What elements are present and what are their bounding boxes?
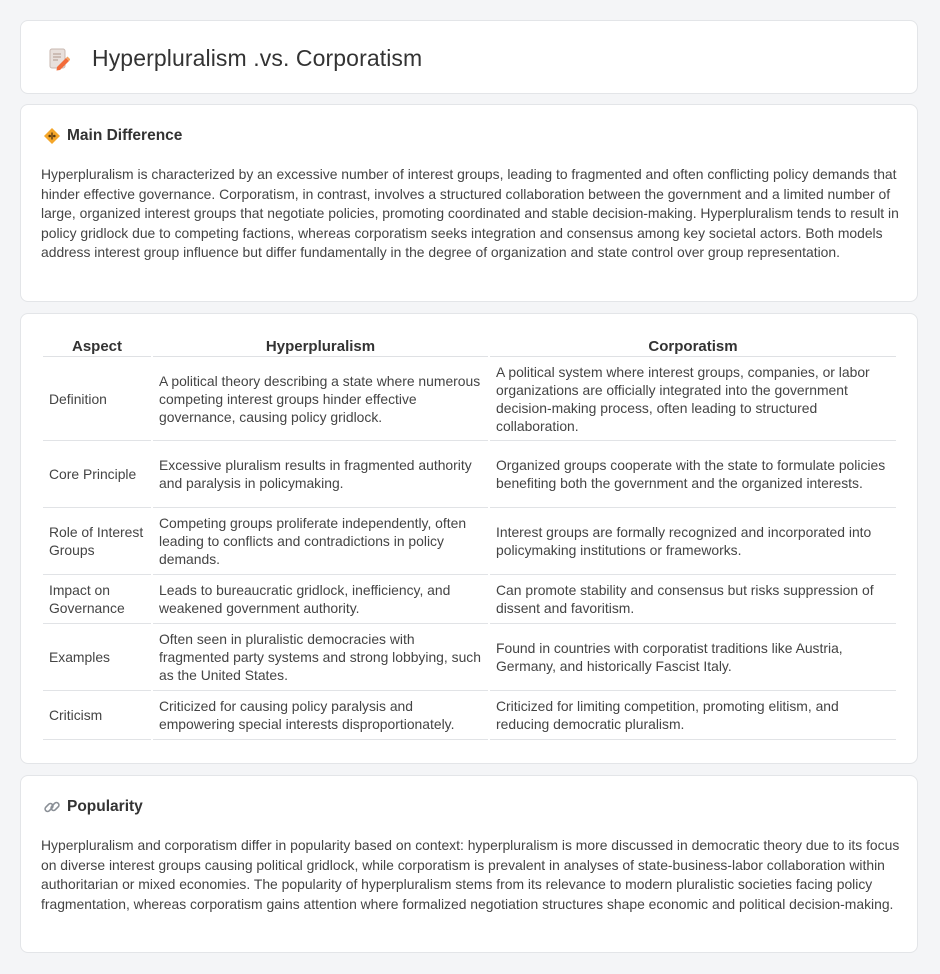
cell-corporatism: Found in countries with corporatist traditions like Austria, Germany, and historically Fascist Italy.: [490, 624, 896, 691]
diamond-sign-icon: [43, 127, 61, 145]
cell-hyperpluralism: Leads to bureaucratic gridlock, inefficiency, and weakened government authority.: [153, 575, 488, 624]
cell-aspect: Definition: [43, 357, 151, 441]
popularity-card: [20, 775, 918, 953]
page-title: Hyperpluralism .vs. Corporatism: [92, 45, 423, 71]
cell-corporatism: Criticized for limiting competition, promoting elitism, and reducing democratic pluralism.: [490, 691, 896, 740]
cell-aspect: Role of Interest Groups: [43, 508, 151, 575]
cell-aspect: Examples: [43, 624, 151, 691]
header-hyperpluralism: Hyperpluralism: [153, 334, 488, 357]
cell-hyperpluralism: A political theory describing a state where numerous competing interest groups hinder effective governance, causing policy gridlock.: [153, 357, 488, 441]
table-header-row: [43, 334, 896, 357]
cell-corporatism: A political system where interest groups, companies, or labor organizations are officially integrated into the government decision-making process, often leading to structured collaboration.: [490, 357, 896, 441]
link-icon: [43, 798, 61, 816]
cell-hyperpluralism: Excessive pluralism results in fragmented authority and paralysis in policymaking.: [153, 441, 488, 508]
table-row: [43, 575, 896, 624]
table-row: [43, 508, 896, 575]
table-row: [43, 691, 896, 740]
cell-aspect: Criticism: [43, 691, 151, 740]
cell-corporatism: Can promote stability and consensus but risks suppression of dissent and favoritism.: [490, 575, 896, 624]
main-difference-header: [43, 127, 182, 145]
popularity-header: [43, 798, 143, 816]
comparison-table: [41, 334, 898, 740]
cell-corporatism: Organized groups cooperate with the state to formulate policies benefiting both the government and the organized interests.: [490, 441, 896, 508]
title-row: [48, 45, 422, 72]
comparison-card: [20, 313, 918, 764]
title-card: [20, 20, 918, 94]
cell-hyperpluralism: Criticized for causing policy paralysis and empowering special interests disproportionately.: [153, 691, 488, 740]
document-edit-icon: [48, 47, 70, 71]
cell-corporatism: Interest groups are formally recognized and incorporated into policymaking institutions or frameworks.: [490, 508, 896, 575]
cell-aspect: Core Principle: [43, 441, 151, 508]
cell-aspect: Impact on Governance: [43, 575, 151, 624]
header-corporatism: Corporatism: [490, 334, 896, 357]
main-difference-text: Hyperpluralism is characterized by an excessive number of interest groups, leading to fragmented and often conflicting policy demands that hinder effective governance. Corporatism, in contrast, involves a structured collaboration between the government and a limited number of large, organized interest groups that negotiate policies, promoting coordinated and stable decision-making. Hyperpluralism tends to result in policy gridlock due to competing factions, whereas corporatism seeks integration and consensus among key societal actors. Both models address interest group influence but differ fundamentally in the degree of organization and state control over group representation.: [41, 166, 899, 261]
table-row: [43, 357, 896, 441]
cell-hyperpluralism: Often seen in pluralistic democracies with fragmented party systems and strong lobbying, such as the United States.: [153, 624, 488, 691]
popularity-heading: Popularity: [67, 798, 143, 815]
main-difference-card: [20, 104, 918, 302]
cell-hyperpluralism: Competing groups proliferate independently, often leading to conflicts and contradictions in policy demands.: [153, 508, 488, 575]
popularity-text: Hyperpluralism and corporatism differ in popularity based on context: hyperpluralism is more discussed in democratic theory due to its focus on diverse interest groups causing political gridlock, while corporatism is prevalent in analyses of state-business-labor collaboration within authoritarian or mixed economies. The popularity of hyperpluralism stems from its relevance to modern pluralistic societies facing policy fragmentation, whereas corporatism gains attention where formalized negotiation structures shape economic and political decision-making.: [41, 837, 900, 912]
header-aspect: Aspect: [43, 334, 151, 357]
main-difference-heading: Main Difference: [67, 127, 183, 144]
table-row: [43, 624, 896, 691]
table-row: [43, 441, 896, 508]
